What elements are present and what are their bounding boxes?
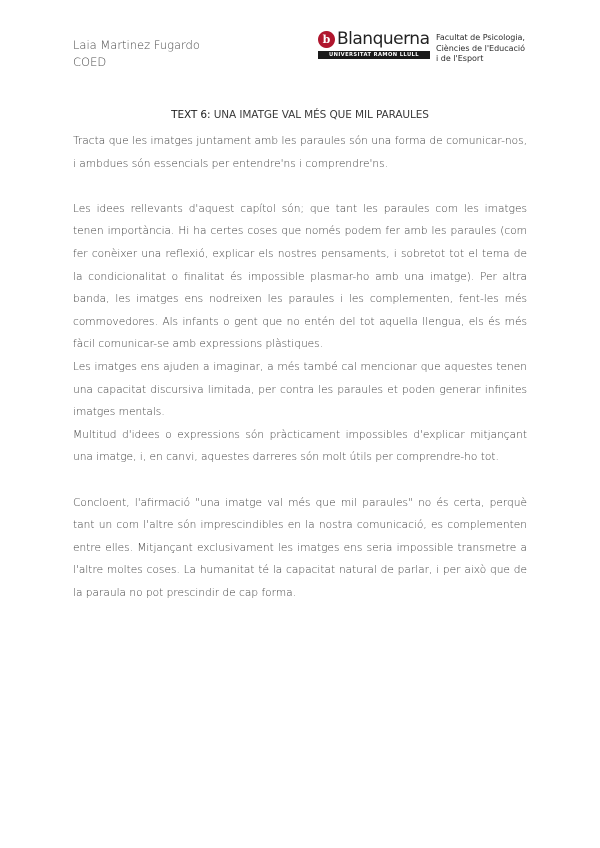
faculty-line-1: Facultat de Psicologia, xyxy=(436,33,525,42)
logo-name: Blanquerna xyxy=(337,29,430,49)
document-title xyxy=(0,109,600,121)
paragraph-conclusion: Concloent, l'afirmació "una imatge val més que mil paraules" no és certa, perquè tant un com l'altre són imprescindibles en la nostra comunicació, es complementen entre elles. Mitjançant exclusivament les imatges ens seria impossible transmetre a l'altre moltes coses. La humanitat té la capacitat natural de parlar, i per això que de la paraula no pot prescindir de cap forma. xyxy=(73,496,527,599)
paragraph-expressions: Multitud d'idees o expressions són pràcticament impossibles d'explicar mitjançant una imatge, i, en canvi, aquestes darreres són molt útils per comprendre-ho tot. xyxy=(73,428,527,464)
paragraph-gap xyxy=(73,469,527,492)
faculty-line-3: i de l'Esport xyxy=(436,54,484,63)
paragraph-ideas: Les idees rellevants d'aquest capítol són; que tant les paraules com les imatges tenen importància. Hi ha certes coses que només podem fer amb les paraules (com fer conèixer una reflexió, explicar els nostres pensaments, i sobretot tot el tema de la condicionalitat o finalitat és impossible plasmar-ho amb una imatge). Per altra banda, les imatges ens nodreixen les paraules i les complementen, fent-les més commovedores. Als infants o gent que no entén del tot aquella llengua, els és més fàcil comunicar-se amb expressions plàstiques. xyxy=(73,202,527,351)
faculty-name xyxy=(436,33,525,65)
paragraph-intro: Tracta que les imatges juntament amb les paraules són una forma de comunicar-nos, i ambdues són essencials per entendre'ns i comprendre'ns. xyxy=(73,135,527,170)
title-label: TEXT 6: xyxy=(171,109,211,121)
course-name: COED xyxy=(73,55,107,69)
paragraph-gap xyxy=(73,175,527,198)
blanquerna-logo xyxy=(318,29,430,59)
logo-top xyxy=(318,29,430,49)
logo-mark-icon: b xyxy=(318,31,335,48)
document-body xyxy=(73,130,527,604)
title-text: UNA IMATGE VAL MÉS QUE MIL PARAULES xyxy=(210,109,429,121)
logo-subtitle: UNIVERSITAT RAMON LLULL xyxy=(318,51,430,59)
author-block xyxy=(73,37,200,71)
author-name: Laia Martinez Fugardo xyxy=(73,38,200,52)
paragraph-imagination: Les imatges ens ajuden a imaginar, a més també cal mencionar que aquestes tenen una capacitat discursiva limitada, per contra les paraules et poden generar infinites imatges mentals. xyxy=(73,360,527,419)
faculty-line-2: Ciències de l'Educació xyxy=(436,43,526,53)
